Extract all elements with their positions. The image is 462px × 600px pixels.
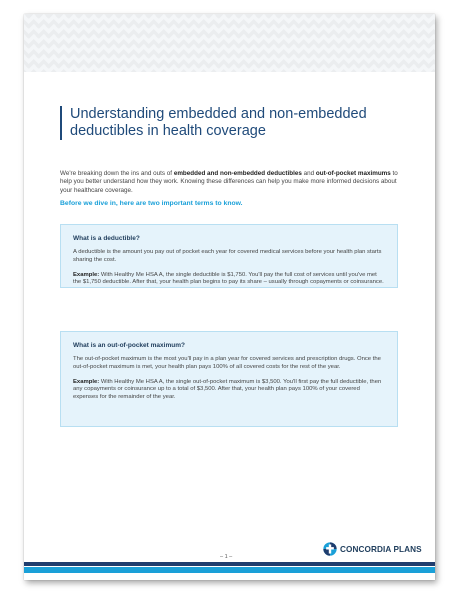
concordia-cross-icon — [323, 542, 337, 556]
oop-max-heading: What is an out-of-pocket maximum? — [73, 342, 185, 349]
logo-text: CONCORDIA PLANS — [340, 544, 422, 554]
oop-max-box — [60, 331, 398, 427]
intro-paragraph: We're breaking down the ins and outs of embedded and non-embedded deductibles and out-of-pocket maximums to help you better understand how they work. Knowing these differences can help you make more informed decisions about your healthcare coverage. — [60, 170, 398, 194]
intro-bold-oop: out-of-pocket maximums — [315, 170, 391, 177]
page-number: – 1 – — [220, 554, 233, 560]
concordia-logo — [323, 542, 422, 556]
oop-max-example: Example: With Healthy Me HSA A, the single out-of-pocket maximum is $3,500. You'll first pay the full deductible, then any copayments or coinsurance up to a total of $3,500. After that, your health plan pays 100% of your covered expenses for the remainder of the year. — [73, 378, 382, 401]
deductible-heading: What is a deductible? — [73, 235, 140, 242]
header-pattern — [24, 14, 435, 72]
deductible-box — [60, 224, 398, 288]
document-page — [24, 14, 435, 580]
page-title: Understanding embedded and non-embedded deductibles in health coverage — [70, 106, 367, 139]
title-block — [60, 106, 390, 140]
oop-max-definition: The out-of-pocket maximum is the most you'll pay in a plan year for covered services and prescription drugs. Once the out-of-pocket maximum is met, your health plan pays 100% of all covered costs for the rest of the year. — [73, 356, 381, 370]
intro-bold-embedded: embedded and non-embedded deductibles — [173, 170, 302, 177]
deductible-example: Example: With Healthy Me HSA A, the single deductible is $1,750. You'll pay the full cost of services until you've met the $1,750 deductible. After that, your health plan begins to pay its share – usually through copayments or coinsurance. — [73, 271, 384, 286]
footer-bar-navy — [24, 562, 435, 566]
deductible-definition: A deductible is the amount you pay out of pocket each year for covered medical services before your health plan starts sharing the cost. — [73, 249, 382, 263]
terms-subheading: Before we dive in, here are two important terms to know. — [60, 200, 243, 207]
footer-bar-blue — [24, 567, 435, 573]
